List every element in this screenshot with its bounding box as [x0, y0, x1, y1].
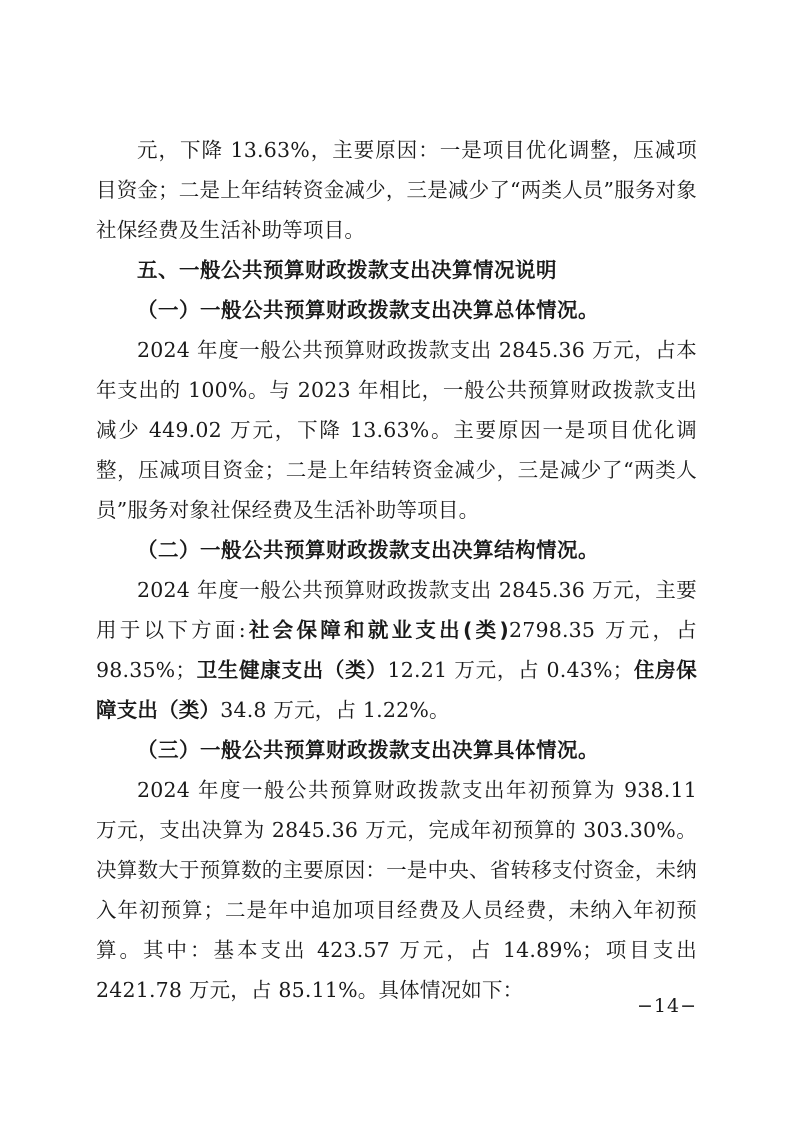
subsection-heading-one: （一）一般公共预算财政拨款支出决算总体情况。: [137, 298, 599, 322]
category-housing: 住房保障支出（类）: [96, 658, 697, 722]
structure-text-part1: 2024 年度一般公共预算财政拨款支出 2845.36 万元，主要用于以下方面:: [96, 578, 697, 642]
subsection-heading-two: （二）一般公共预算财政拨款支出决算结构情况。: [137, 538, 599, 562]
structure-text-part3: 12.21 万元，占 0.43%；: [387, 658, 634, 682]
document-body: [96, 130, 697, 1010]
subsection-heading-three: （三）一般公共预算财政拨款支出决算具体情况。: [137, 738, 599, 762]
section-heading-five: 五、一般公共预算财政拨款支出决算情况说明: [137, 258, 557, 282]
paragraph-overall-expenditure: 2024 年度一般公共预算财政拨款支出 2845.36 万元，占本年支出的 100%。与 2023 年相比，一般公共预算财政拨款支出减少 449.02 万元，下降 13.63%。主要原因一是项目优化调整，压减项目资金；二是上年结转资金减少，三是减少了“两类人员”服务对象社保经费及生活补助等项目。: [96, 338, 697, 522]
page-number: −14−: [636, 995, 697, 1017]
paragraph-structure-expenditure: [96, 570, 697, 730]
paragraph-continuation: 元，下降 13.63%，主要原因：一是项目优化调整，压减项目资金；二是上年结转资金减少，三是减少了“两类人员”服务对象社保经费及生活补助等项目。: [96, 138, 697, 242]
category-health: 卫生健康支出（类）: [196, 658, 388, 682]
category-social-security: 社会保障和就业支出(类): [245, 618, 509, 642]
structure-text-part4: 34.8 万元，占 1.22%。: [220, 698, 450, 722]
paragraph-specific-expenditure: 2024 年度一般公共预算财政拨款支出年初预算为 938.11 万元，支出决算为 2845.36 万元，完成年初预算的 303.30%。决算数大于预算数的主要原因：一是中央、省转移支付资金，未纳入年初预算；二是年中追加项目经费及人员经费，未纳入年初预算。其中：基本支出 423.57 万元，占 14.89%；项目支出 2421.78 万元，占 85.11%。具体情况如下：: [96, 778, 697, 1002]
structure-text-part2: 2798.35 万元，占 98.35%；: [96, 618, 697, 682]
